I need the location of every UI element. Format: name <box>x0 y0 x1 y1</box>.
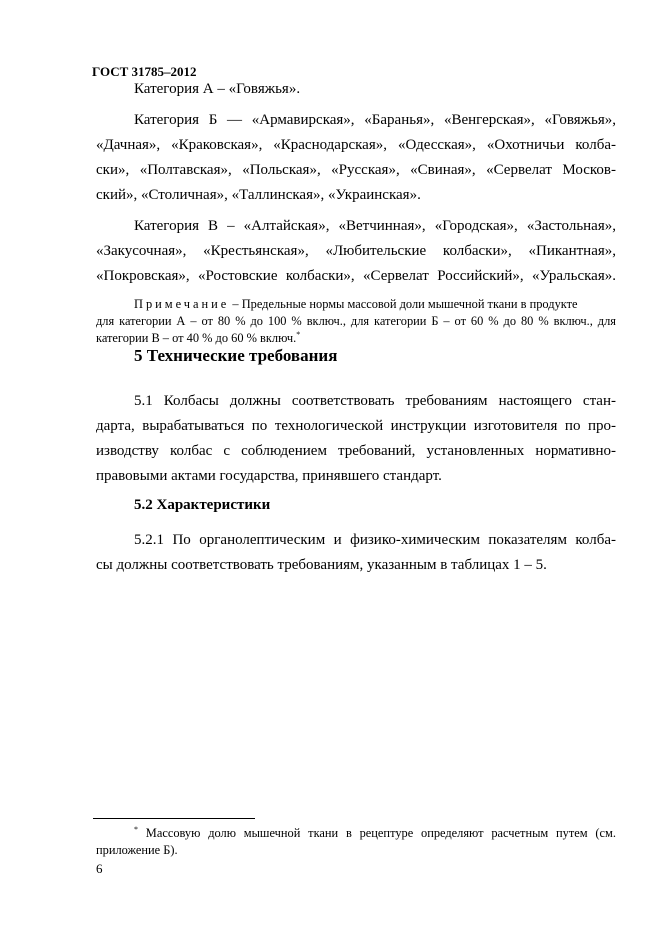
document-header: ГОСТ 31785–2012 <box>92 64 197 79</box>
category-b-line: ски», «Полтавская», «Польская», «Русская», «Свиная», «Сервелат Москов- <box>96 162 616 178</box>
paragraph-line: 5.2.1 По органолептическим и физико-химическим показателям колба- <box>134 532 616 548</box>
footnote-line: приложение Б). <box>96 843 178 857</box>
category-a-line: Категория А – «Говяжья». <box>134 81 301 97</box>
paragraph-line: изводству колбас с соблюдением требований, установленных нормативно- <box>96 443 616 459</box>
footnote-divider <box>93 818 255 819</box>
paragraph-line: 5.1 Колбасы должны соответствовать требованиям настоящего стан- <box>134 393 616 409</box>
note-line: для категории А – от 80 % до 100 % включ., для категории Б – от 60 % до 80 % включ., для <box>96 314 616 328</box>
category-b-line: ский», «Столичная», «Таллинская», «Украинская». <box>96 187 421 203</box>
category-v-line: «Покровская», «Ростовские колбаски», «Сервелат Российский», «Уральская». <box>96 268 616 284</box>
note-text: – Предельные нормы массовой доли мышечной ткани в продукте <box>229 297 578 311</box>
footnote-mark: * <box>134 824 138 834</box>
note-label: Примечание <box>134 297 230 311</box>
note-line <box>134 297 616 312</box>
section-title: 5 Технические требования <box>134 346 338 365</box>
paragraph-line: правовыми актами государства, принявшего стандарт. <box>96 468 442 484</box>
footnote-line <box>134 826 616 841</box>
note-text: категории В – от 40 % до 60 % включ. <box>96 331 297 345</box>
footnote-ref: * <box>296 329 301 339</box>
note-line <box>96 331 616 346</box>
category-v-line: «Закусочная», «Крестьянская», «Любительские колбаски», «Пикантная», <box>96 243 616 259</box>
category-v-line: Категория В – «Алтайская», «Ветчинная», «Городская», «Застольная», <box>134 218 616 234</box>
paragraph-line: сы должны соответствовать требованиям, указанным в таблицах 1 – 5. <box>96 557 547 573</box>
category-b-line: «Дачная», «Краковская», «Краснодарская», «Одесская», «Охотничьи колба- <box>96 137 616 153</box>
footnote-text: Массовую долю мышечной ткани в рецептуре определяют расчетным путем (см. <box>138 826 616 840</box>
subsection-title: 5.2 Характеристики <box>134 497 271 513</box>
paragraph-line: дарта, вырабатываться по технологической инструкции изготовителя по про- <box>96 418 616 434</box>
category-b-line: Категория Б — «Армавирская», «Баранья», «Венгерская», «Говяжья», <box>134 112 616 128</box>
page-number: 6 <box>96 861 103 876</box>
